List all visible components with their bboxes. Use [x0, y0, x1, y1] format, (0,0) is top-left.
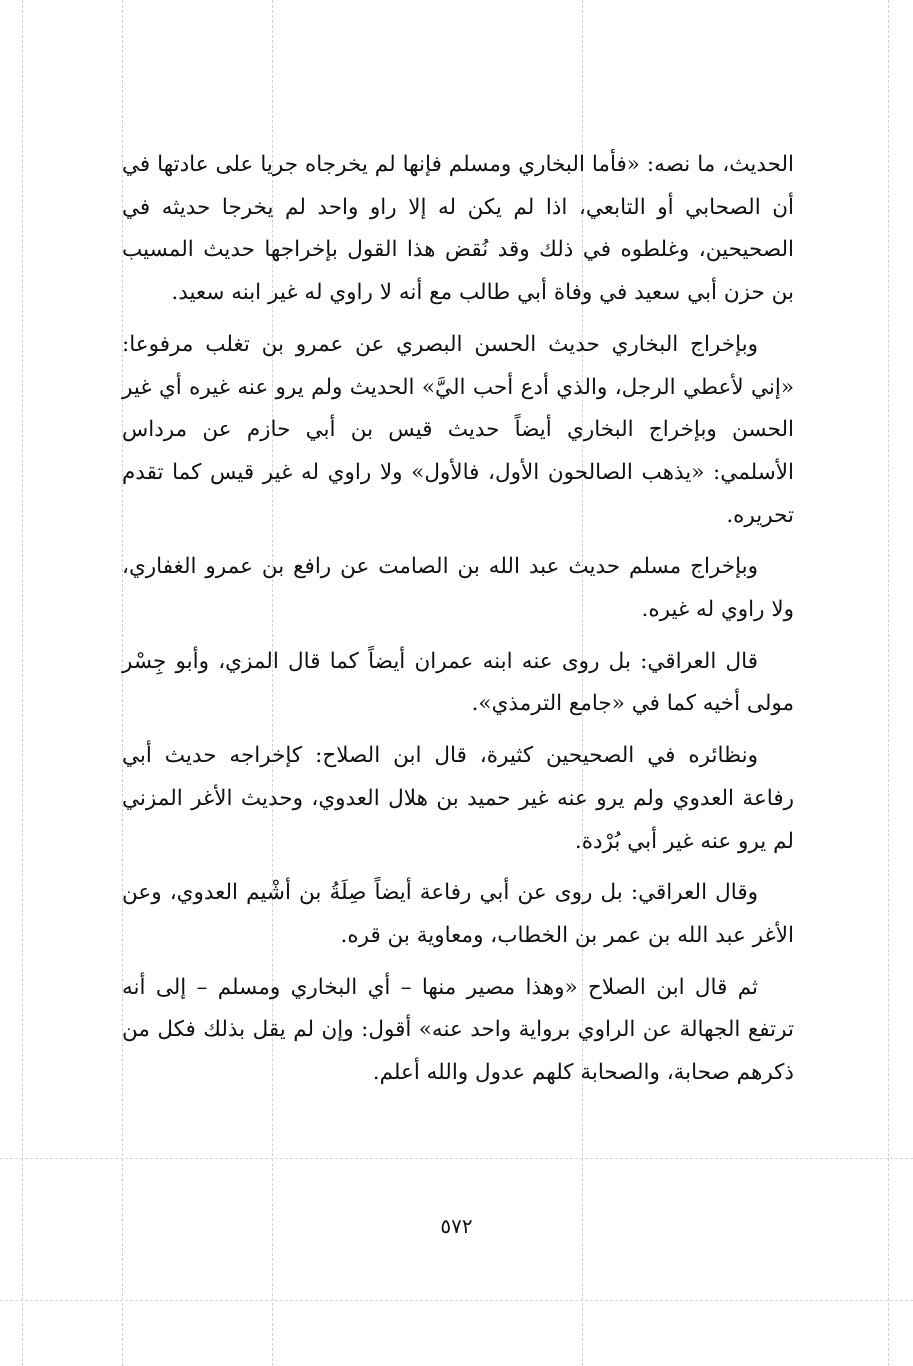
paragraph-4: قال العراقي: بل روى عنه ابنه عمران أيضاً كما قال المزي، وأبو جِسْر مولى أخيه كما في «جامع الترمذي». — [122, 648, 794, 717]
page-number: ٥٧٢ — [440, 1214, 473, 1238]
body-text — [122, 144, 794, 1104]
paragraph-2: وبإخراج البخاري حديث الحسن البصري عن عمرو بن تغلب مرفوعا: «إني لأعطي الرجل، والذي أدع أحب اليَّ» الحديث ولم يرو عنه غيره أي غير الحسن وبإخراج البخاري أيضاً حديث قيس بن أبي حازم عن مرداس الأسلمي: «يذهب الصالحون الأول، فالأول» ولا راوي له غير قيس كما تقدم تحريره. — [122, 331, 794, 528]
paragraph-3: وبإخراج مسلم حديث عبد الله بن الصامت عن رافع بن عمرو الغفاري، ولا راوي له غيره. — [122, 554, 794, 623]
scan-guide-line — [0, 1158, 913, 1159]
scan-guide-line — [0, 1300, 913, 1301]
paragraph-5: ونظائره في الصحيحين كثيرة، قال ابن الصلاح: كإخراجه حديث أبي رفاعة العدوي ولم يرو عنه غير حميد بن هلال العدوي، وحديث الأغر المزني لم يرو عنه غير أبي بُرْدة. — [122, 743, 794, 854]
paragraph-1: الحديث، ما نصه: «فأما البخاري ومسلم فإنها لم يخرجاه جريا على عادتها في أن الصحابي أو التابعي، اذا لم يكن له إلا راو واحد لم يخرجا حديثه في الصحيحين، وغلطوه في ذلك وقد نُقض هذا القول بإخراجها حديث المسيب بن حزن أبي سعيد في وفاة أبي طالب مع أنه لا راوي له غير ابنه سعيد. — [122, 152, 794, 306]
paragraph-6: وقال العراقي: بل روى عن أبي رفاعة أيضاً صِلَةُ بن أشْيم العدوي، وعن الأغر عبد الله بن عمر بن الخطاب، ومعاوية بن قره. — [122, 880, 794, 948]
scan-guide-line — [888, 0, 889, 1366]
paragraph-7: ثم قال ابن الصلاح «وهذا مصير منها – أي البخاري ومسلم – إلى أنه ترتفع الجهالة عن الراوي برواية واحد عنه» أقول: وإن لم يقل بذلك فكل من ذكرهم صحابة، والصحابة كلهم عدول والله أعلم. — [122, 974, 794, 1086]
scan-guide-line — [22, 0, 23, 1366]
